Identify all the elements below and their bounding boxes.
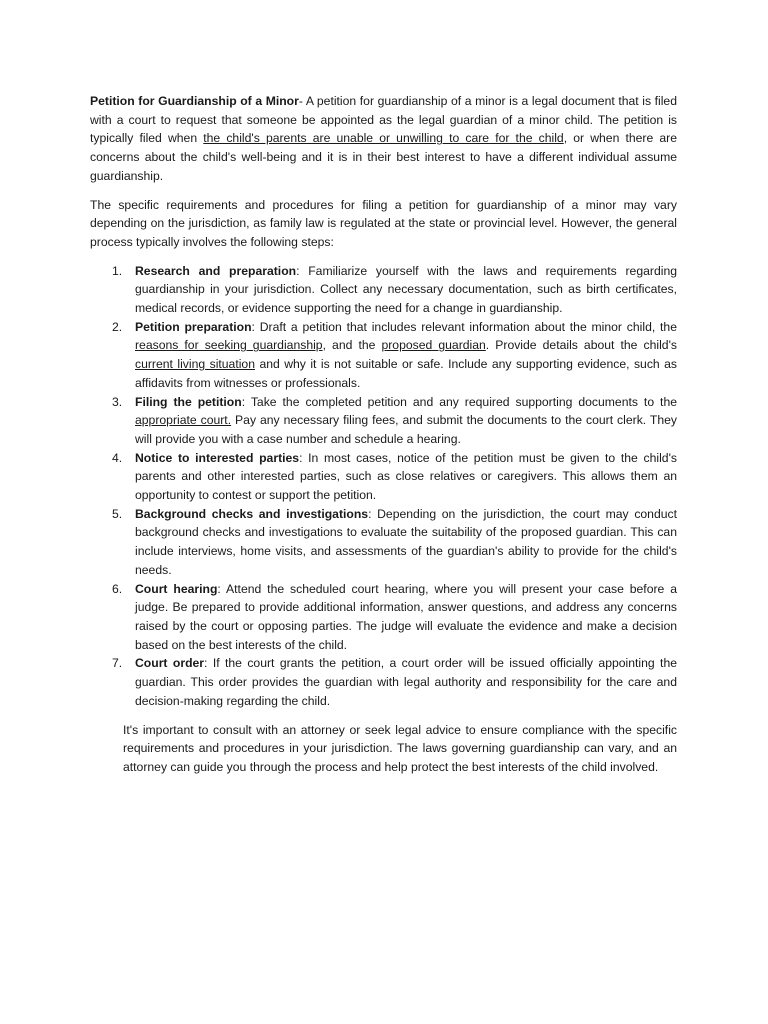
list-item: 4. Notice to interested parties: In most cases, notice of the petition must be given to the child's parents and other interested parties, such as close relatives or caregivers. This allows them an opportunity to contest or support the petition. [112,450,678,503]
document-title: Petition for Guardianship of a Minor [90,94,299,108]
underlined-phrase: proposed guardian [381,338,486,353]
underlined-phrase: appropriate court. [135,413,232,428]
list-item: 5. Background checks and investigations: Depending on the jurisdiction, the court may conduct background checks and investigations to evaluate the suitability of the proposed guardian. This can include interviews, home visits, and assessments of the guardian's ability to provide for the child's needs. [112,506,677,577]
step-title: Background checks and investigations [135,506,369,521]
underlined-phrase: current living situation [135,357,255,372]
list-number: 7. [112,656,123,671]
list-item: 2. Petition preparation: Draft a petition that includes relevant information about the minor child, the reasons for seeking guardianship, and the proposed guardian. Provide details about the child's current living situation and why it is not suitable or safe. Include any supporting evidence, such as affidavits from witnesses or professionals. [112,319,678,390]
step-title: Research and preparation [135,263,297,278]
step-title: Petition preparation [135,319,252,334]
intro-section [90,92,677,252]
list-item: 7. Court order: If the court grants the petition, a court order will be issued officially appointing the guardian. This order provides the guardian with legal authority and responsibility for the care and decision-making regarding the child. [112,656,678,708]
list-number: 5. [112,506,123,521]
intro-paragraph: Petition for Guardianship of a Minor- A petition for guardianship of a minor is a legal document that is filed with a court to request that someone be appointed as the legal guardian of a minor child. The petition is typically filed when the child's parents are unable or unwilling to care for the child, or when there are concerns about the child's well-being and it is in their best interest to have a different individual assume guardianship. [90,94,678,183]
list-number: 6. [112,581,123,596]
step-title: Court hearing [135,581,218,596]
step-title: Notice to interested parties [135,450,300,465]
list-number: 4. [112,450,123,465]
step-title: Filing the petition [135,394,242,409]
closing-paragraph: It's important to consult with an attorney or seek legal advice to ensure compliance with the specific requirements and procedures in your jurisdiction. The laws governing guardianship can vary, and an attorney can guide you through the process and help protect the best interests of the child involved. [123,722,677,774]
underlined-phrase: the child's parents are unable or unwilling to care for the child [203,131,564,146]
document-page [90,92,677,777]
list-number: 1. [112,263,123,278]
list-item: 1. Research and preparation: Familiarize yourself with the laws and requirements regarding guardianship in your jurisdiction. Collect any necessary documentation, such as birth certificates, medical records, or evidence supporting the need for a change in guardianship. [112,263,677,316]
list-item: 3. Filing the petition: Take the completed petition and any required supporting documents to the appropriate court. Pay any necessary filing fees, and submit the documents to the court clerk. They will provide you with a case number and schedule a hearing. [112,394,678,446]
underlined-phrase: reasons for seeking guardianship [135,338,323,353]
step-title: Court order [135,656,205,671]
steps-list [90,262,677,711]
overview-paragraph: The specific requirements and procedures for filing a petition for guardianship of a minor may vary depending on the jurisdiction, as family law is regulated at the state or provincial level. However, the general process typically involves the following steps: [90,197,677,249]
list-item: 6. Court hearing: Attend the scheduled court hearing, where you will present your case before a judge. Be prepared to provide additional information, answer questions, and address any concerns raised by the court or opposing parties. The judge will evaluate the evidence and make a decision based on the best interests of the child. [112,581,677,652]
list-number: 3. [112,394,123,409]
list-number: 2. [112,319,123,334]
